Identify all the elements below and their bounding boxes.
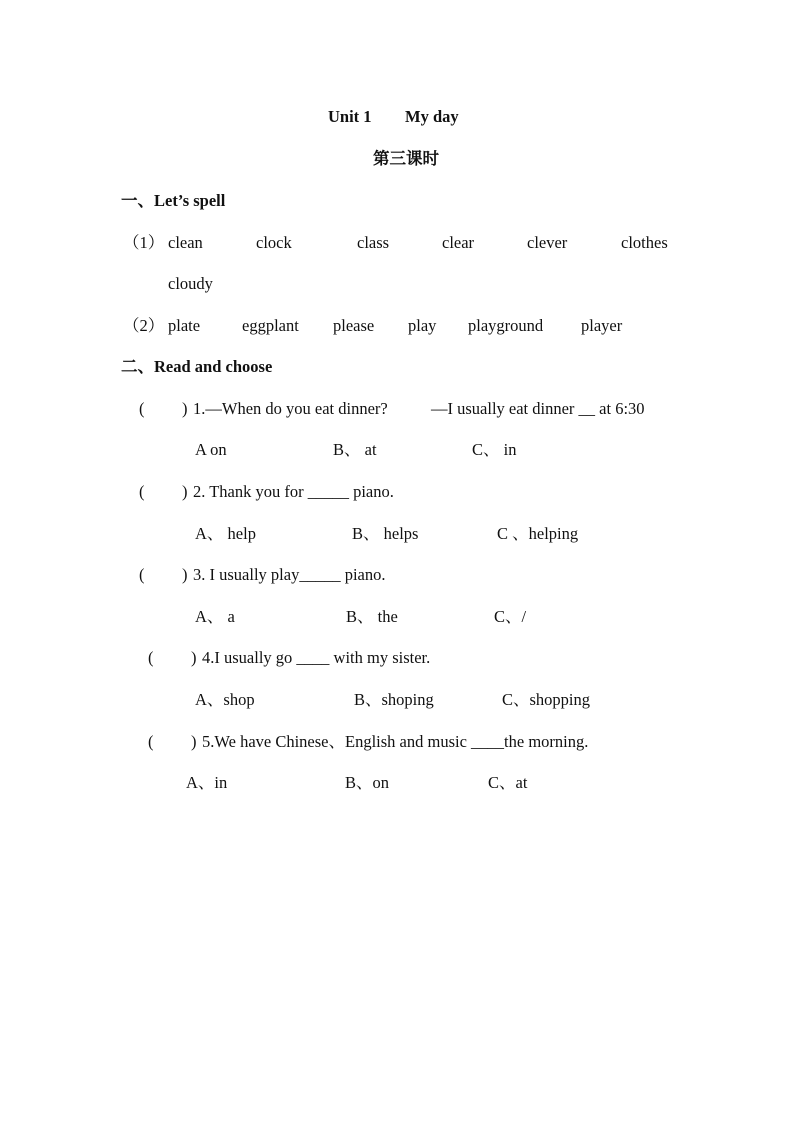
question-text: 5.We have Chinese、English and music ____the morning. xyxy=(202,732,589,751)
option-c: C、at xyxy=(488,773,528,792)
option-c: C 、helping xyxy=(497,524,579,543)
section-heading-spell: 一、Let’s spell xyxy=(121,191,226,210)
spell-word: playground xyxy=(468,316,544,335)
group1-number: （1） xyxy=(123,233,165,252)
option-b: B、on xyxy=(345,773,390,792)
option-a: A、 help xyxy=(195,524,256,543)
spell-word: clear xyxy=(442,233,475,252)
answer-bracket-open[interactable]: ( xyxy=(148,648,154,667)
spell-word: clean xyxy=(168,233,203,252)
spell-word: class xyxy=(357,233,390,252)
group2-number: （2） xyxy=(123,316,165,335)
unit-title: Unit 1 xyxy=(328,107,372,126)
spell-word: cloudy xyxy=(168,274,213,293)
option-b: B、 at xyxy=(333,440,377,459)
answer-bracket-open[interactable]: ( xyxy=(139,565,145,584)
spell-word: plate xyxy=(168,316,201,335)
spell-word: play xyxy=(408,316,437,335)
spell-word: please xyxy=(333,316,375,335)
option-c: C、/ xyxy=(494,607,527,626)
question-text: 2. Thank you for _____ piano. xyxy=(193,482,394,501)
option-c: C、 in xyxy=(472,440,517,459)
section-heading-read-choose: 二、Read and choose xyxy=(121,357,273,376)
spell-word: clock xyxy=(256,233,292,252)
option-a: A、 a xyxy=(195,607,235,626)
answer-bracket-open[interactable]: ( xyxy=(148,732,154,751)
answer-bracket-close: ) xyxy=(191,648,197,667)
answer-bracket-close: ) xyxy=(182,565,188,584)
option-a: A on xyxy=(195,440,227,459)
spell-word: eggplant xyxy=(242,316,299,335)
option-a: A、shop xyxy=(195,690,255,709)
lesson-title: 第三课时 xyxy=(373,149,439,168)
answer-bracket-close: ) xyxy=(182,399,188,418)
topic-title: My day xyxy=(405,107,459,126)
question-text: 4.I usually go ____ with my sister. xyxy=(202,648,431,667)
question-text-answer: —I usually eat dinner __ at 6:30 xyxy=(431,399,645,418)
spell-word: player xyxy=(581,316,623,335)
answer-bracket-close: ) xyxy=(182,482,188,501)
answer-bracket-open[interactable]: ( xyxy=(139,482,145,501)
option-b: B、 helps xyxy=(352,524,419,543)
spell-word: clothes xyxy=(621,233,668,252)
spell-word: clever xyxy=(527,233,568,252)
option-a: A、in xyxy=(186,773,228,792)
option-b: B、shoping xyxy=(354,690,434,709)
question-text: 1.—When do you eat dinner? xyxy=(193,399,388,418)
question-text: 3. I usually play_____ piano. xyxy=(193,565,386,584)
answer-bracket-close: ) xyxy=(191,732,197,751)
option-c: C、shopping xyxy=(502,690,591,709)
answer-bracket-open[interactable]: ( xyxy=(139,399,145,418)
option-b: B、 the xyxy=(346,607,398,626)
